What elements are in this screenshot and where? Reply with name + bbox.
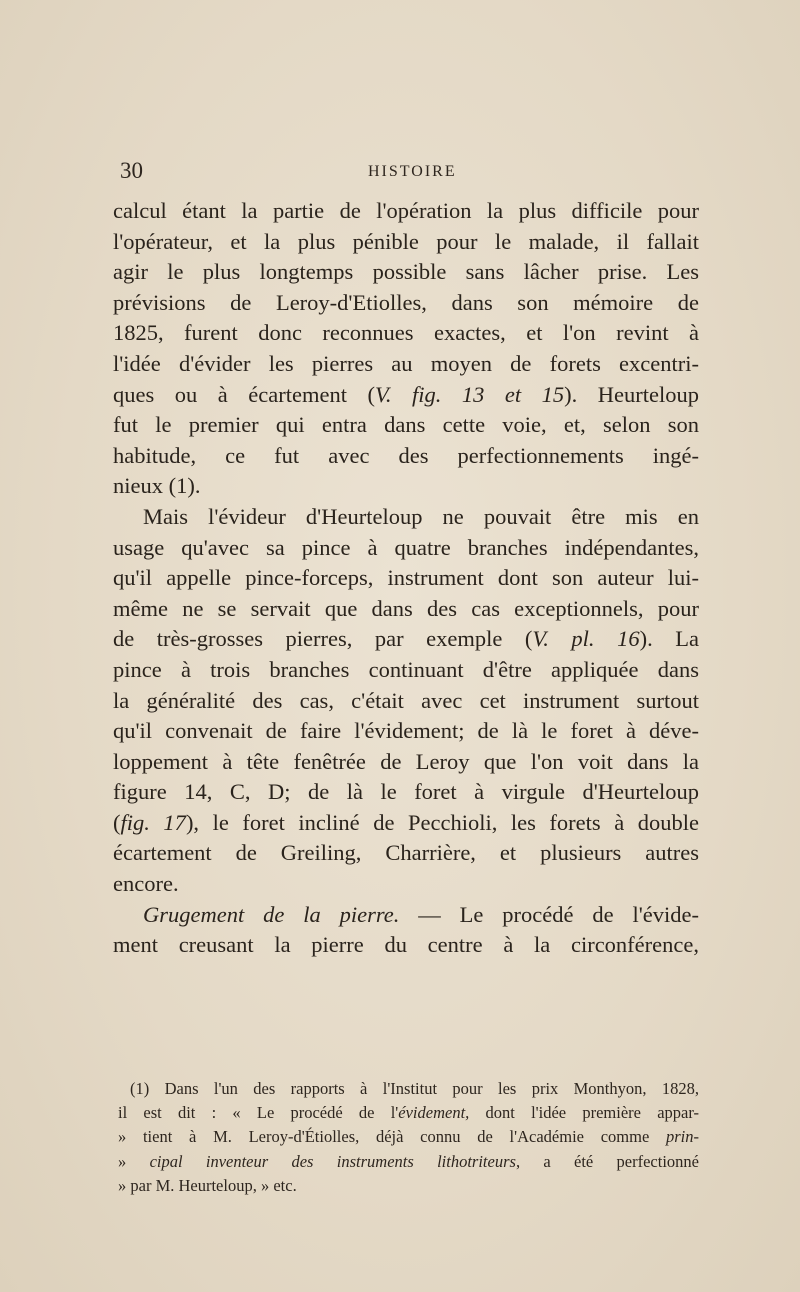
text-line: qu'il convenait de faire l'évidement; de là le foret à déve- <box>113 718 699 744</box>
body-text <box>113 196 699 961</box>
footnote-line: (1) Dans l'un des rapports à l'Institut pour les prix Monthyon, 1828, <box>130 1079 699 1098</box>
text-line: habitude, ce fut avec des perfectionnements ingé- <box>113 442 699 468</box>
running-title: HISTOIRE <box>368 163 457 180</box>
text-line: figure 14, C, D; de là le foret à virgule d'Heurteloup <box>113 779 699 805</box>
footnote-line: » cipal inventeur des instruments lithotriteurs, a été perfectionné <box>118 1151 699 1171</box>
text-line: ment creusant la pierre du centre à la circonférence, <box>113 932 699 958</box>
text-line: même ne se servait que dans des cas exceptionnels, pour <box>113 595 699 621</box>
text-line: écartement de Greiling, Charrière, et plusieurs autres <box>113 840 699 866</box>
text-line: pince à trois branches continuant d'être appliquée dans <box>113 656 699 682</box>
italic-text: V. fig. 13 et 15 <box>374 381 565 407</box>
italic-text: Grugement de la pierre. <box>143 901 400 927</box>
footnotes <box>118 1077 699 1198</box>
italic-text: prin- <box>666 1127 699 1147</box>
section-heading-line: Grugement de la pierre. — Le procédé de l'évide- <box>143 901 699 927</box>
text-line: (fig. 17), le foret incliné de Pecchioli, les forets à double <box>113 809 699 835</box>
text-line: ques ou à écartement (V. fig. 13 et 15). Heurteloup <box>113 381 699 407</box>
text-line: loppement à tête fenêtrée de Leroy que l'on voit dans la <box>113 748 699 774</box>
italic-text: évidement, <box>398 1103 470 1123</box>
footnote-line: » par M. Heurteloup, » etc. <box>118 1175 297 1195</box>
text-line: encore. <box>113 871 179 897</box>
running-head <box>113 158 699 184</box>
text-line: prévisions de Leroy-d'Etiolles, dans son mémoire de <box>113 289 699 315</box>
page-number: 30 <box>120 158 143 183</box>
text-line: l'idée d'évider les pierres au moyen de forets excentri- <box>113 350 699 376</box>
italic-text: cipal inventeur des instruments lithotriteurs <box>149 1151 516 1171</box>
text-line: agir le plus longtemps possible sans lâcher prise. Les <box>113 259 699 285</box>
footnote-line: » tient à M. Leroy-d'Étiolles, déjà connu de l'Académie comme prin- <box>118 1127 699 1147</box>
text-line: 1825, furent donc reconnues exactes, et l'on revint à <box>113 320 699 346</box>
footnote-line: il est dit : « Le procédé de l'évidement, dont l'idée première appar- <box>118 1103 699 1123</box>
text-line: calcul étant la partie de l'opération la plus difficile pour <box>113 198 699 223</box>
italic-text: V. pl. 16 <box>532 626 640 652</box>
text-line: Mais l'évideur d'Heurteloup ne pouvait être mis en <box>143 503 699 529</box>
text-line: de très-grosses pierres, par exemple (V. pl. 16). La <box>113 626 699 652</box>
text-line: l'opérateur, et la plus pénible pour le malade, il fallait <box>113 228 699 254</box>
text-line: fut le premier qui entra dans cette voie, et, selon son <box>113 412 699 438</box>
text-line: la généralité des cas, c'était avec cet instrument surtout <box>113 687 699 713</box>
text-line: nieux (1). <box>113 473 201 499</box>
italic-text: fig. 17 <box>120 809 186 835</box>
text-line: usage qu'avec sa pince à quatre branches indépendantes, <box>113 534 699 560</box>
text-line: qu'il appelle pince-forceps, instrument dont son auteur lui- <box>113 565 699 591</box>
